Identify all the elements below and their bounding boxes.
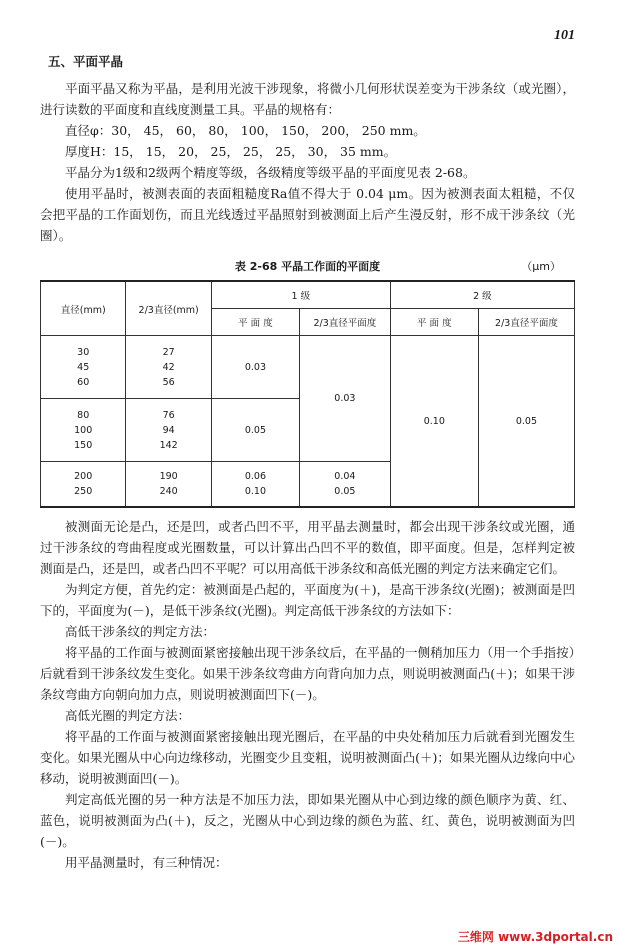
header-g2-flatness-23: 2/3直径平面度 <box>478 309 574 336</box>
paragraph-convex-concave: 被测面无论是凸，还是凹，或者凸凹不平，用平晶去测量时，都会出现干涉条纹或光圈，通过干涉条纹的弯曲程度或光圈数量，可以计算出凸凹不平的数值，即平面度。但是，怎样判定被测面是凸，还是凹，或者凸凹不平呢？可以用高低干涉条纹和高低光圈的判定方法来确定它们。 <box>40 519 575 576</box>
subheading-ring-method: 高低光圈的判定方法： <box>65 708 191 723</box>
site-watermark: 三维网 www.3dportal.cn <box>457 930 613 944</box>
table-cell: 0.03 <box>211 336 299 399</box>
body-text-bottom <box>40 516 575 873</box>
flatness-table <box>40 280 575 508</box>
table-cell: 80 100 150 <box>41 399 126 462</box>
table-cell: 27 42 56 <box>126 336 211 399</box>
table-cell: 0.04 0.05 <box>299 462 390 508</box>
header-grade1: 1 级 <box>211 281 390 309</box>
header-g1-flatness-23: 2/3直径平面度 <box>299 309 390 336</box>
page-number: 101 <box>554 28 575 43</box>
section-title: 五、平面平晶 <box>48 54 124 69</box>
header-g2-flatness: 平 面 度 <box>390 309 478 336</box>
header-diameter: 直径(mm) <box>41 281 126 336</box>
table-cell: 0.06 0.10 <box>211 462 299 508</box>
paragraph-fringe-method: 将平晶的工作面与被测面紧密接触出现干涉条纹后，在平晶的一侧稍加压力（用一个手指按）后就看到干涉条纹发生变化。如果干涉条纹弯曲方向背向加力点，则说明被测面凸(＋)；如果干涉条纹弯曲方向朝向加力点，则说明被测面凹下(－)。 <box>40 645 575 702</box>
table-cell: 0.03 <box>299 336 390 462</box>
header-two-thirds: 2/3直径(mm) <box>126 281 211 336</box>
subheading-fringe-method: 高低干涉条纹的判定方法： <box>65 624 216 639</box>
paragraph-intro: 平面平晶又称为平晶，是利用光波干涉现象，将微小几何形状误差变为干涉条纹（或光圈），进行读数的平面度和直线度测量工具。平晶的规格有： <box>40 81 575 117</box>
paragraph-ring-method: 将平晶的工作面与被测面紧密接触出现光圈后，在平晶的中央处稍加压力后就看到光圈发生变化。如果光圈从中心向边缘移动，光圈变少且变粗，说明被测面凸(＋)；如果光圈从边缘向中心移动，说明被测面凹(－)。 <box>40 729 575 786</box>
page-content <box>40 48 575 873</box>
paragraph-color-method: 判定高低光圈的另一种方法是不加压力法，即如果光圈从中心到边缘的颜色顺序为黄、红、蓝色，说明被测面为凸(＋)，反之，光圈从中心到边缘的颜色为蓝、红、黄色，说明被测面为凹(－)。 <box>40 792 575 849</box>
spec-diameter: 直径φ：30， 45， 60， 80， 100， 150， 200， 250 mm。 <box>65 123 426 138</box>
paragraph-convention: 为判定方便，首先约定：被测面是凸起的，平面度为(＋)，是高干涉条纹(光圈)；被测面是凹下的，平面度为(－)，是低干涉条纹(光圈)。判定高低干涉条纹的方法如下： <box>40 582 575 618</box>
table-unit: （μm） <box>521 260 561 273</box>
table-cell: 0.10 <box>390 336 478 508</box>
table-cell: 30 45 60 <box>41 336 126 399</box>
table-title: 表 2-68 平晶工作面的平面度 <box>234 260 381 273</box>
flatness-table-block <box>40 258 575 508</box>
table-cell: 76 94 142 <box>126 399 211 462</box>
table-cell: 0.05 <box>478 336 574 508</box>
header-grade2: 2 级 <box>390 281 574 309</box>
paragraph-grades: 平晶分为1级和2级两个精度等级，各级精度等级平晶的平面度见表 2-68。 <box>65 165 476 180</box>
table-cell: 0.05 <box>211 399 299 462</box>
spec-thickness: 厚度H：15， 15， 20， 25， 25， 25， 30， 35 mm。 <box>65 144 397 159</box>
table-caption <box>40 258 575 276</box>
table-cell: 190 240 <box>126 462 211 508</box>
header-g1-flatness: 平 面 度 <box>211 309 299 336</box>
table-cell: 200 250 <box>41 462 126 508</box>
paragraph-three-cases: 用平晶测量时，有三种情况： <box>65 855 228 870</box>
paragraph-roughness: 使用平晶时，被测表面的表面粗糙度Ra值不得大于 0.04 μm。因为被测表面太粗糙，不仅会把平晶的工作面划伤，而且光线透过平晶照射到被测面上后产生漫反射，形不成干涉条纹（光圈）。 <box>40 186 575 243</box>
